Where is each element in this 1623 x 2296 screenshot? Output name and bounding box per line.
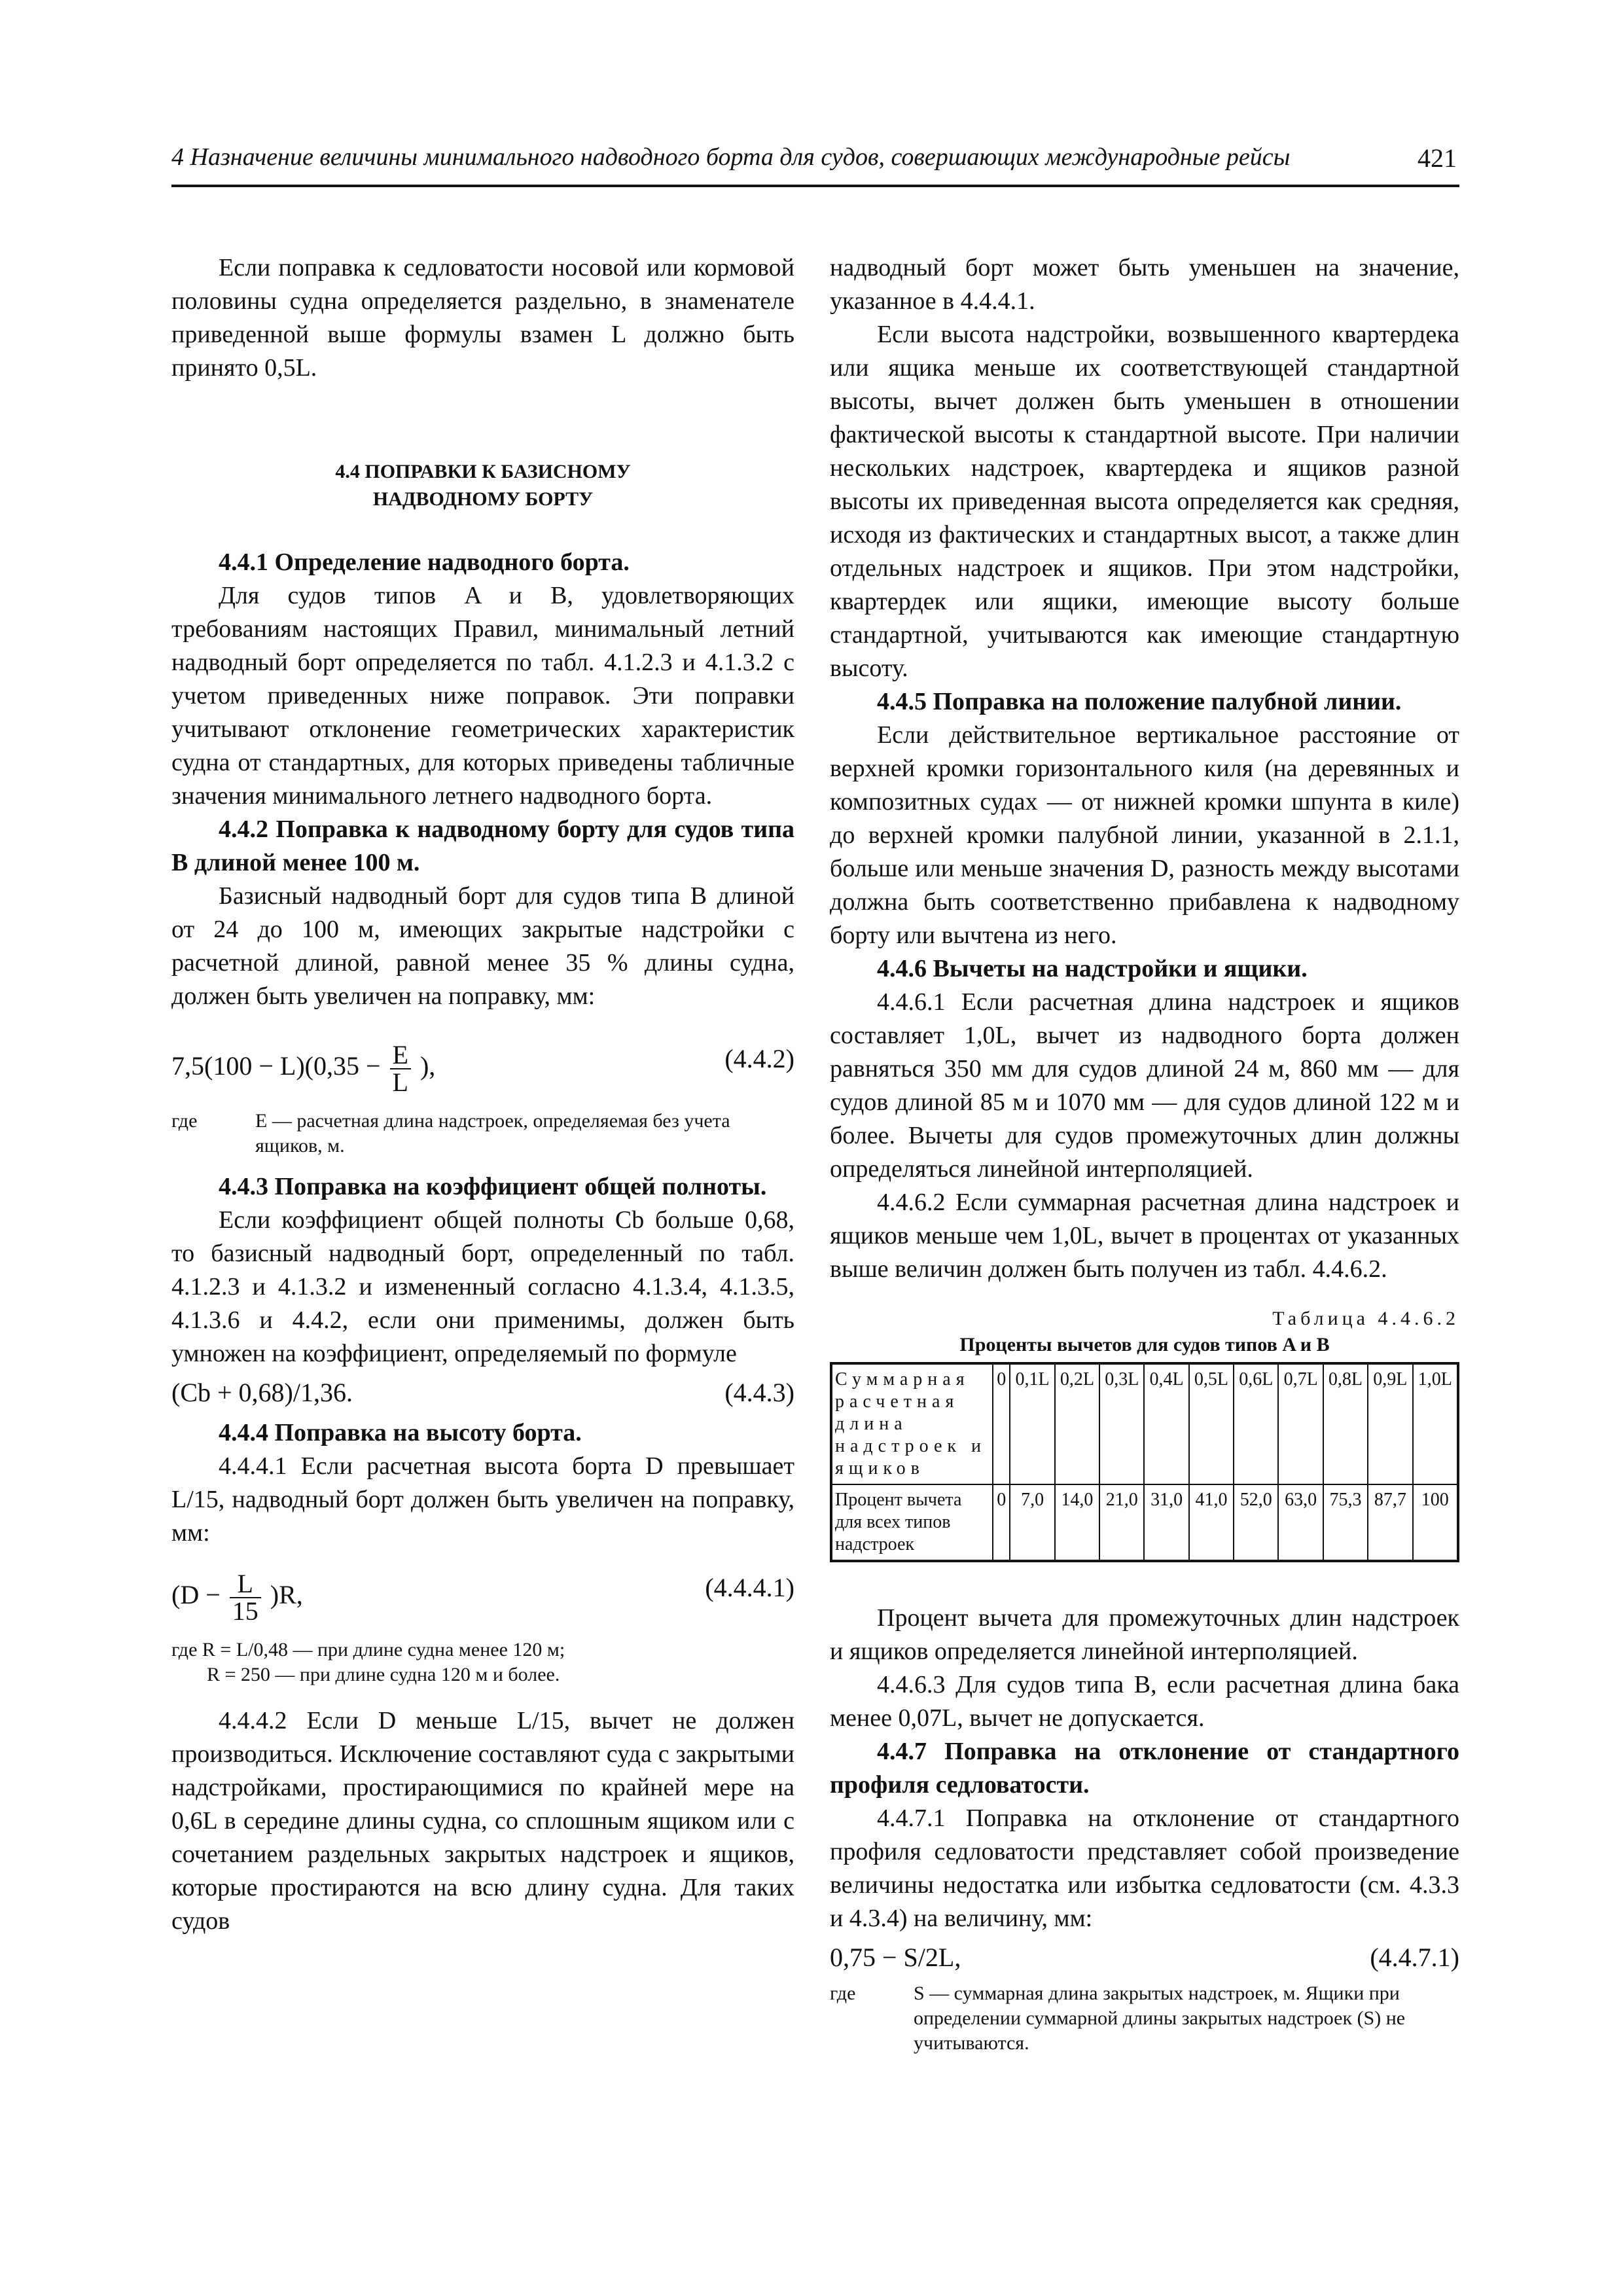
- note-4-4-2: [171, 1109, 794, 1158]
- formula-4-4-4-1-left: (D −: [171, 1580, 221, 1610]
- note-4-4-2-body: E — расчетная длина надстроек, определяемая без учета ящиков, м.: [255, 1110, 730, 1157]
- running-title: 4 Назначение величины минимального надводного борта для судов, совершающих международные рейсы: [171, 143, 1291, 171]
- paragraph-continued: надводный борт может быть уменьшен на значение, указанное в 4.4.4.1.: [830, 254, 1459, 315]
- table-cell: 0,6L: [1234, 1363, 1278, 1484]
- table-cell: 0,4L: [1144, 1363, 1188, 1484]
- paragraph-intro: Если поправка к седловатости носовой или кормовой половины судна определяется раздельно, в знаменателе приведенной выше формулы взамен L должно быть принято 0,5L.: [171, 254, 794, 382]
- table-cell: 21,0: [1099, 1484, 1144, 1561]
- table-cell: 87,7: [1368, 1484, 1412, 1561]
- paragraph-4-4-1: Для судов типов A и B, удовлетворяющих требованиям настоящих Правил, минимальный летний надводный борт определяется по табл. 4.1.2.3 и 4.1.3.2 с учетом приведенных ниже поправок. Эти поправки учитывают отклонение геометрических характеристик судна от стандартных, для которых приведены табличные значения минимального летнего надводного борта.: [171, 582, 794, 810]
- note-4-4-2-lead: где: [171, 1110, 198, 1132]
- table-row: [831, 1484, 1458, 1561]
- paragraph-4-4-3: Если коэффициент общей полноты Cb больше 0,68, то базисный надводный борт, определенный по табл. 4.1.2.3 и 4.1.3.2 и измененный согласно 4.1.3.4, 4.1.3.5, 4.1.3.6 и 4.4.2, если они применимы, должен быть умножен на коэффициент, определяемый по формуле: [171, 1206, 794, 1367]
- heading-4-4-2: 4.4.2 Поправка к надводному борту для судов типа B длиной менее 100 м.: [171, 816, 794, 876]
- table-row: [831, 1363, 1458, 1484]
- formula-4-4-7-1: [830, 1935, 1459, 1981]
- formula-4-4-3: [171, 1371, 794, 1416]
- table-cell: 0,1L: [1010, 1363, 1054, 1484]
- note-4-4-7-1-lead: где: [830, 1982, 856, 2004]
- table-cell: 0,5L: [1189, 1363, 1234, 1484]
- heading-4-4-1: 4.4.1 Определение надводного борта.: [219, 548, 630, 576]
- table-caption: Таблица 4.4.6.2: [1272, 1308, 1459, 1329]
- formula-4-4-4-1-numerator: L: [230, 1571, 261, 1598]
- section-title-line-1: 4.4 ПОПРАВКИ К БАЗИСНОМУ: [335, 461, 631, 482]
- heading-4-4-4: 4.4.4 Поправка на высоту борта.: [219, 1419, 582, 1446]
- right-column: [830, 251, 1459, 2056]
- formula-4-4-2-denominator: L: [392, 1067, 408, 1097]
- paragraph-4-4-6-2: 4.4.6.2 Если суммарная расчетная длина надстроек и ящиков меньше чем 1,0L, вычет в процентах от указанных выше величин должен быть получен из табл. 4.4.6.2.: [830, 1189, 1459, 1283]
- running-header: [171, 139, 1459, 187]
- paragraph-4-4-2: Базисный надводный борт для судов типа B длиной от 24 до 100 м, имеющих закрытые надстройки с расчетной длиной, равной менее 35 % длины судна, должен быть увеличен на поправку, мм:: [171, 882, 794, 1010]
- table-cell: 7,0: [1010, 1484, 1054, 1561]
- paragraph-4-4-4-2: 4.4.4.2 Если D меньше L/15, вычет не должен производиться. Исключение составляют суда с закрытыми надстройками, простирающимися по крайней мере на 0,6L в середине длины судна, со сплошным ящиком или с сочетанием раздельных закрытых надстроек и ящиков, которые простираются на всю длину судна. Для таких судов: [171, 1707, 794, 1935]
- note-4-4-7-1-body: S — суммарная длина закрытых надстроек, м. Ящики при определении суммарной длины закрытых надстроек (S) не учитываются.: [914, 1982, 1406, 2054]
- paragraph-4-4-4-1: 4.4.4.1 Если расчетная высота борта D превышает L/15, надводный борт должен быть увеличен на поправку, мм:: [171, 1452, 794, 1547]
- formula-4-4-2-expression: [171, 1042, 435, 1096]
- paragraph-height: Если высота надстройки, возвышенного квартердека или ящика меньше их соответствующей стандартной высоты, вычет должен быть уменьшен в отношении фактической высоты к стандартной высоте. При наличии нескольких надстроек, квартердека и ящиков разной высоты их приведенная высота определяется как средняя, исходя из фактических и стандартных высот, а также длин отдельных надстроек и ящиков. При этом надстройки, квартердек или ящики, имеющие высоту больше стандартной, учитываются как имеющие стандартную высоту.: [830, 321, 1459, 682]
- heading-4-4-7: 4.4.7 Поправка на отклонение от стандартного профиля седловатости.: [830, 1738, 1459, 1799]
- paragraph-4-4-6-3: 4.4.6.3 Для судов типа B, если расчетная длина бака менее 0,07L, вычет не допускается.: [830, 1671, 1459, 1732]
- table-row-header: Процент вычета для всех типов надстроек: [831, 1484, 993, 1561]
- paragraph-4-4-5: Если действительное вертикальное расстояние от верхней кромки горизонтального киля (на деревянных и композитных судах — от нижней кромки шпунта в киле) до верхней кромки палубной линии, указанной в 2.1.1, больше или меньше значения D, разность между высотами должна быть соответственно прибавлена к надводному борту или вычтена из него.: [830, 721, 1459, 949]
- formula-4-4-4-1-expression: [171, 1571, 303, 1624]
- formula-4-4-2-label: (4.4.2): [724, 1044, 794, 1073]
- table-cell: 0,2L: [1055, 1363, 1099, 1484]
- table-cell: 63,0: [1278, 1484, 1323, 1561]
- formula-4-4-3-label: (4.4.3): [724, 1378, 794, 1407]
- table-cell: 0,9L: [1368, 1363, 1412, 1484]
- table-cell: 52,0: [1234, 1484, 1278, 1561]
- table-cell: 75,3: [1323, 1484, 1368, 1561]
- formula-4-4-4-1-denominator: 15: [232, 1596, 259, 1626]
- table-cell: 0,7L: [1278, 1363, 1323, 1484]
- note-4-4-4-1: [171, 1638, 794, 1687]
- formula-4-4-2: [171, 1037, 794, 1096]
- table-cell: 0,3L: [1099, 1363, 1144, 1484]
- formula-4-4-7-1-label: (4.4.7.1): [1370, 1943, 1459, 1972]
- page-number: 421: [1418, 143, 1457, 173]
- table-row-header: Суммарная расчетная длина надстроек и ящиков: [831, 1363, 993, 1484]
- table-cell: 0,8L: [1323, 1363, 1368, 1484]
- table-cell: 31,0: [1144, 1484, 1188, 1561]
- table-title: Проценты вычетов для судов типов A и B: [959, 1334, 1330, 1355]
- table-cell: 0: [993, 1363, 1010, 1484]
- formula-4-4-2-numerator: E: [390, 1042, 411, 1069]
- deduction-table: [830, 1362, 1459, 1562]
- paragraph-interpolation: Процент вычета для промежуточных длин надстроек и ящиков определяется линейной интерполяцией.: [830, 1604, 1459, 1665]
- table-cell: 1,0L: [1413, 1363, 1459, 1484]
- formula-4-4-2-left: 7,5(100 − L)(0,35 −: [171, 1051, 381, 1081]
- formula-4-4-4-1-fraction: [230, 1571, 261, 1624]
- paragraph-4-4-6-1: 4.4.6.1 Если расчетная длина надстроек и ящиков составляет 1,0L, вычет из надводного борта должен равняться 350 мм для судов длиной 24 м, 860 мм — для судов длиной 85 м и 1070 мм — для судов длиной 122 м и более. Вычеты для судов промежуточных длин должны определяться линейной интерполяцией.: [830, 988, 1459, 1183]
- formula-4-4-7-1-expression: 0,75 − S/2L,: [830, 1943, 961, 1972]
- table-cell: 100: [1413, 1484, 1459, 1561]
- note-4-4-7-1: [830, 1981, 1459, 2056]
- formula-4-4-3-expression: (Cb + 0,68)/1,36.: [171, 1378, 353, 1407]
- formula-4-4-4-1-right: )R,: [270, 1580, 303, 1610]
- formula-4-4-2-right: ),: [419, 1051, 436, 1081]
- note-4-4-4-1-line-b: R = 250 — при длине судна 120 м и более.: [207, 1664, 560, 1685]
- section-title-line-2: НАДВОДНОМУ БОРТУ: [372, 488, 594, 510]
- formula-4-4-4-1: [171, 1566, 794, 1624]
- heading-4-4-6: 4.4.6 Вычеты на надстройки и ящики.: [877, 955, 1308, 982]
- note-4-4-4-1-line-a: где R = L/0,48 — при длине судна менее 120 м;: [171, 1639, 565, 1660]
- table-cell: 14,0: [1055, 1484, 1099, 1561]
- heading-4-4-3: 4.4.3 Поправка на коэффициент общей полноты.: [219, 1173, 767, 1200]
- left-column: [171, 251, 794, 1938]
- table-cell: 0: [993, 1484, 1010, 1561]
- formula-4-4-2-fraction: [390, 1042, 411, 1096]
- table-cell: 41,0: [1189, 1484, 1234, 1561]
- heading-4-4-5: 4.4.5 Поправка на положение палубной линии.: [877, 688, 1402, 715]
- formula-4-4-4-1-label: (4.4.4.1): [705, 1573, 794, 1602]
- paragraph-4-4-7-1: 4.4.7.1 Поправка на отклонение от стандартного профиля седловатости представляет собой произведение величины недостатка или избытка седловатости (см. 4.3.3 и 4.3.4) на величину, мм:: [830, 1804, 1459, 1932]
